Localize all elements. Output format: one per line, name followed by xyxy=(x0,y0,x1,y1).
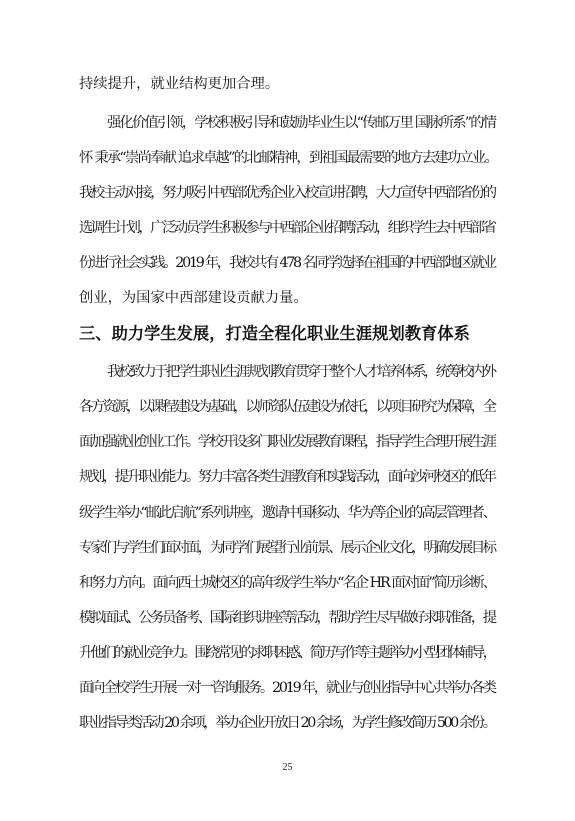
paragraph-line: 份进行社会实践。2019 年，我校共有 478 名同学选择在祖国的中西部地区就业 xyxy=(79,255,495,271)
paragraph-line: 升他们的就业竞争力。围绕常见的求职困惑、简历写作等主题举办小型团体辅导， xyxy=(79,645,495,661)
paragraph-line: 创业，为国家中西部建设贡献力量。 xyxy=(79,290,308,306)
paragraph-line: 怀 秉承“崇尚奉献 追求卓越”的北邮精神，到祖国最需要的地方去建功立业。 xyxy=(79,150,497,166)
paragraph-line: 规划，提升职业能力。努力丰富各类生涯教育和实践活动，面向沙河校区的低年 xyxy=(79,469,495,485)
paragraph-line: 我校致力于把学生职业生涯规划教育贯穿于整个人才培养体系，统筹校内外 xyxy=(107,364,495,380)
paragraph-line: 和努力方向。面向西土城校区的高年级学生举办“名企 HR 面对面”简历诊断、 xyxy=(79,575,495,591)
paragraph-line: 我校主动对接，努力吸引中西部优秀企业入校宣讲招聘，大力宣传中西部省份的 xyxy=(79,185,495,201)
paragraph-line: 持续提升，就业结构更加合理。 xyxy=(79,76,280,92)
page-number: 25 xyxy=(282,762,293,773)
paragraph-line: 各方资源，以课程建设为基础，以师资队伍建设为依托，以项目研究为保障，全 xyxy=(79,399,495,415)
paragraph-line: 面加强就业创业工作。学校开设多门职业发展教育课程，指导学生合理开展生涯 xyxy=(79,434,495,450)
section-heading: 三、助力学生发展，打造全程化职业生涯规划教育体系 xyxy=(79,324,470,343)
paragraph-line: 模拟面试、公务员备考、国际组织讲座等活动，帮助学生尽早做好求职准备，提 xyxy=(79,610,495,626)
paragraph-line: 专家们与学生们面对面，为同学们展望行业前景、展示企业文化，明确发展目标 xyxy=(79,540,495,556)
paragraph-line: 强化价值引领，学校积极引导和鼓励毕业生以“传邮万里 国脉所系”的情 xyxy=(107,115,496,131)
paragraph-line: 面向全校学生开展一对一咨询服务。2019 年，就业与创业指导中心共举办各类 xyxy=(79,680,495,696)
paragraph-line: 级学生举办“邮此启航”系列讲座，邀请中国移动、华为等企业的高层管理者、 xyxy=(79,505,495,521)
paragraph-line: 职业指导类活动 20 余项，举办企业开放日 20 余场，为学生修改简历 500 余份。 xyxy=(79,715,495,731)
paragraph-line: 选调生计划，广泛动员学生积极参与中西部企业招聘活动，组织学生去中西部省 xyxy=(79,220,495,236)
